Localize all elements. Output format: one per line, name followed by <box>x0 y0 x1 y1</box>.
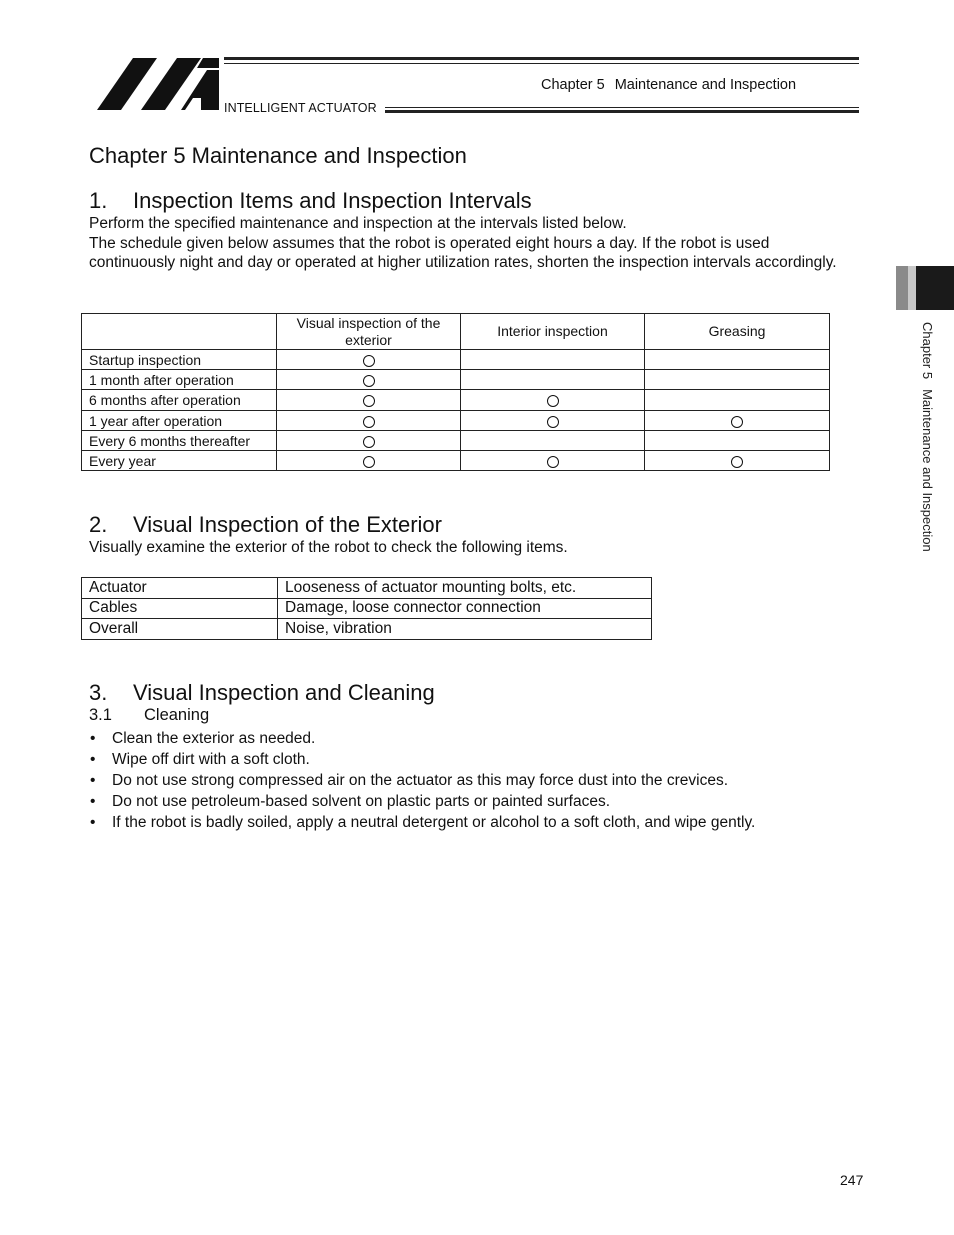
check-cell: Noise, vibration <box>278 619 652 640</box>
row-label: 6 months after operation <box>82 390 277 411</box>
paragraph: Visually examine the exterior of the robot to check the following items. <box>89 539 568 556</box>
table-row <box>82 411 830 431</box>
list-item: • Do not use strong compressed air on the actuator as this may force dust into the crevices. <box>89 771 755 792</box>
mark-cell <box>645 350 830 370</box>
header-rule <box>224 63 859 64</box>
mark-cell <box>645 411 830 431</box>
mark-cell <box>277 431 461 451</box>
header-chapter: Chapter 5 Maintenance and Inspection <box>541 77 797 93</box>
column-header <box>82 314 277 350</box>
section-heading: 1. Inspection Items and Inspection Intervals <box>89 188 532 213</box>
list-item: • If the robot is badly soiled, apply a neutral detergent or alcohol to a soft cloth, and wipe gently. <box>89 813 755 834</box>
column-header: Interior inspection <box>461 314 645 350</box>
check-cell: Damage, loose connector connection <box>278 598 652 619</box>
circle-icon <box>363 375 375 387</box>
cleaning-list <box>89 729 755 834</box>
exterior-inspection-table <box>81 577 652 640</box>
circle-icon <box>363 395 375 407</box>
circle-icon <box>363 436 375 448</box>
table-row <box>82 350 830 370</box>
chapter-tab <box>908 266 916 310</box>
mark-cell <box>645 451 830 471</box>
mark-cell <box>461 370 645 390</box>
mark-cell <box>277 370 461 390</box>
circle-icon <box>731 456 743 468</box>
mark-cell <box>277 350 461 370</box>
row-label: 1 month after operation <box>82 370 277 390</box>
mark-cell <box>277 390 461 411</box>
header-rule <box>385 110 859 113</box>
table-row <box>82 431 830 451</box>
header-rule <box>224 57 859 60</box>
circle-icon <box>547 416 559 428</box>
inspection-schedule-table <box>81 313 830 471</box>
mark-cell <box>645 370 830 390</box>
table-row <box>82 619 652 640</box>
column-header: Visual inspection of the exterior <box>277 314 461 350</box>
section-heading: 2. Visual Inspection of the Exterior <box>89 512 442 537</box>
circle-icon <box>547 395 559 407</box>
mark-cell <box>461 350 645 370</box>
mark-cell <box>461 390 645 411</box>
list-item: • Wipe off dirt with a soft cloth. <box>89 750 755 771</box>
circle-icon <box>363 416 375 428</box>
list-item: • Do not use petroleum-based solvent on plastic parts or painted surfaces. <box>89 792 755 813</box>
mark-cell <box>645 431 830 451</box>
chapter-title: Chapter 5 Maintenance and Inspection <box>89 143 467 168</box>
mark-cell <box>277 451 461 471</box>
list-item: • Clean the exterior as needed. <box>89 729 755 750</box>
row-label: Every 6 months thereafter <box>82 431 277 451</box>
section-heading: 3. Visual Inspection and Cleaning <box>89 680 435 705</box>
side-chapter-label: Chapter 5Maintenance and Inspection <box>920 322 935 552</box>
chapter-tab <box>896 266 908 310</box>
row-label: 1 year after operation <box>82 411 277 431</box>
page-number: 247 <box>840 1172 864 1188</box>
mark-cell <box>461 451 645 471</box>
table-row <box>82 390 830 411</box>
mark-cell <box>461 411 645 431</box>
section-body <box>89 214 849 273</box>
row-label: Every year <box>82 451 277 471</box>
paragraph: The schedule given below assumes that the robot is operated eight hours a day. If the robot is used continuously night and day or operated at higher utilization rates, shorten the inspection intervals accordingly. <box>89 234 837 272</box>
header-rule <box>385 107 859 108</box>
brand-text: INTELLIGENT ACTUATOR <box>224 101 377 115</box>
table-row <box>82 451 830 471</box>
circle-icon <box>731 416 743 428</box>
column-header: Greasing <box>645 314 830 350</box>
subsection-heading: 3.1 Cleaning <box>89 706 210 724</box>
mark-cell <box>461 431 645 451</box>
mark-cell <box>277 411 461 431</box>
table-row <box>82 370 830 390</box>
item-cell: Cables <box>82 598 278 619</box>
circle-icon <box>363 456 375 468</box>
circle-icon <box>363 355 375 367</box>
item-cell: Actuator <box>82 578 278 599</box>
table-row <box>82 598 652 619</box>
mark-cell <box>645 390 830 411</box>
row-label: Startup inspection <box>82 350 277 370</box>
table-header-row <box>82 314 830 350</box>
paragraph: Perform the specified maintenance and inspection at the intervals listed below. <box>89 215 627 232</box>
chapter-tab <box>916 266 954 310</box>
iai-logo <box>97 58 219 110</box>
circle-icon <box>547 456 559 468</box>
check-cell: Looseness of actuator mounting bolts, etc. <box>278 578 652 599</box>
table-row <box>82 578 652 599</box>
item-cell: Overall <box>82 619 278 640</box>
